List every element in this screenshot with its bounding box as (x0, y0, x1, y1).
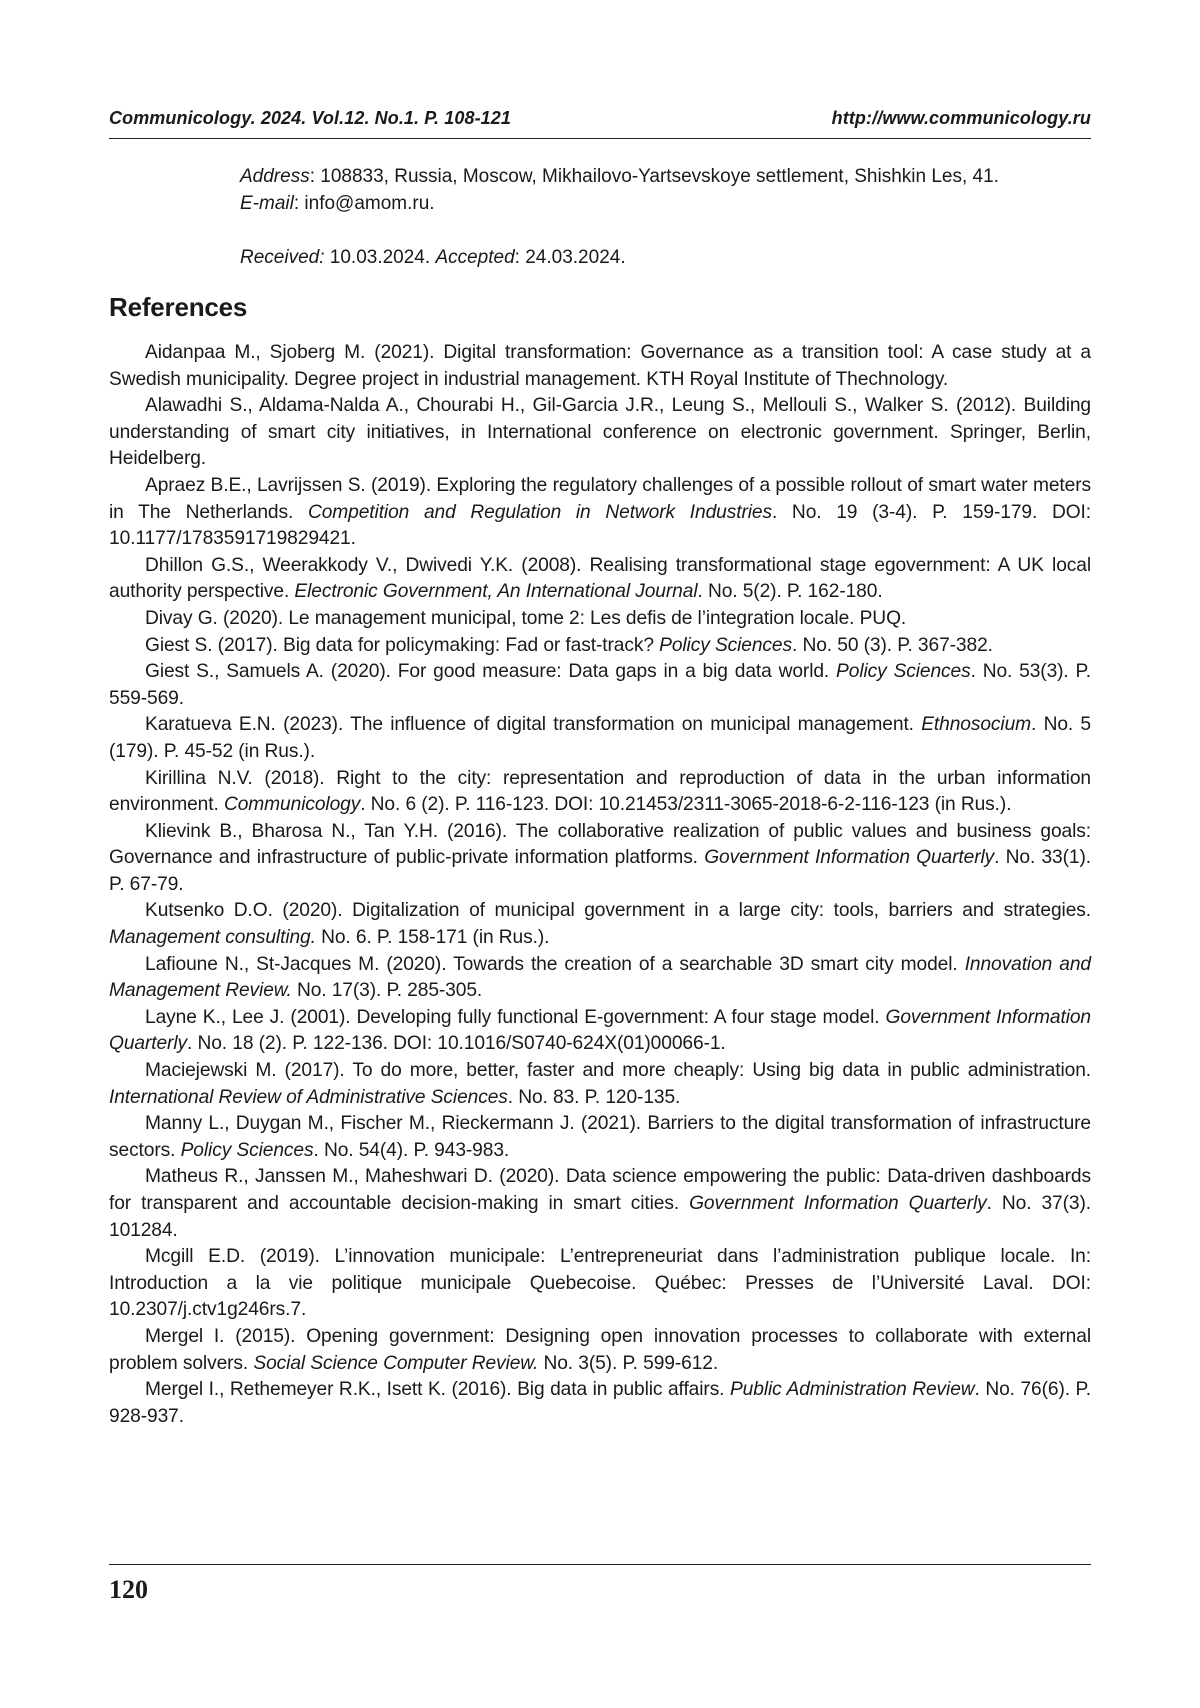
reference-entry (109, 1058, 1091, 1111)
reference-text: Mergel I., Rethemeyer R.K., Isett K. (2016). Big data in public affairs. (145, 1379, 730, 1401)
reference-text: Karatueva E.N. (2023). The influence of digital transformation on municipal management. (145, 714, 922, 736)
reference-source-title: Policy Sciences (180, 1139, 314, 1161)
reference-details: . No. 6 (2). P. 116-123. DOI: 10.21453/2311-3065-2018-6-2-116-123 (in Rus.). (360, 794, 1012, 816)
reference-entry (109, 766, 1091, 819)
reference-source-title: International Review of Administrative Sciences (109, 1086, 508, 1108)
reference-source-title: Innovation and Management Review. (109, 953, 1091, 1002)
reference-entry (109, 1111, 1091, 1164)
reference-entry (109, 553, 1091, 606)
section-title-references: References (109, 292, 248, 322)
reference-details: . No. 83. P. 120-135. (507, 1086, 681, 1108)
reference-text: Mergel I. (2015). Opening government: Designing open innovation processes to collaborate with external problem solvers. (109, 1325, 1091, 1374)
reference-text: Aidanpaa M., Sjoberg M. (2021). Digital transformation: Governance as a transition tool: A case study at a Swedish municipality. Degree project in industrial management. KTH Royal Institute of Thechnology. (109, 342, 1091, 390)
accepted-date: : 24.03.2024. (514, 247, 626, 268)
reference-entry (109, 473, 1091, 553)
reference-source-title: Government Information Quarterly (109, 1006, 1091, 1055)
journal-citation: Communicology. 2024. Vol.12. No.1. P. 108-121 (109, 108, 511, 128)
reference-text: Kutsenko D.O. (2020). Digitalization of municipal government in a large city: tools, barriers and strategies. (145, 900, 1091, 922)
reference-entry (109, 819, 1091, 899)
reference-entry (109, 1377, 1091, 1430)
footer-divider (109, 1564, 1091, 1565)
reference-entry (109, 606, 1091, 633)
reference-entry (109, 659, 1091, 712)
reference-source-title: Social Science Computer Review. (253, 1352, 539, 1374)
reference-source-title: Ethnosocium (921, 714, 1032, 736)
reference-source-title: Policy Sciences (659, 634, 792, 656)
address-value: : 108833, Russia, Moscow, Mikhailovo-Yartsevskoye settlement, Shishkin Les, 41. (309, 166, 999, 187)
running-header (109, 106, 1091, 139)
reference-text: Matheus R., Janssen M., Maheshwari D. (2020). Data science empowering the public: Data-driven dashboards for transparent and accountable decision-making in smart cities. (109, 1166, 1091, 1214)
reference-text: Maciejewski M. (2017). To do more, better, faster and more cheaply: Using big data in public administration. (145, 1060, 1091, 1082)
reference-entry (109, 1005, 1091, 1058)
email-line (240, 190, 1100, 217)
reference-list (109, 340, 1091, 1430)
reference-entry (109, 1164, 1091, 1244)
reference-text: Giest S. (2017). Big data for policymaking: Fad or fast-track? (145, 634, 660, 656)
received-label: Received: (240, 247, 325, 268)
reference-details: No. 6. P. 158-171 (in Rus.). (315, 927, 550, 949)
email-value[interactable]: : info@amom.ru. (293, 193, 435, 214)
reference-details: No. 3(5). P. 599-612. (538, 1352, 719, 1374)
reference-entry (109, 952, 1091, 1005)
reference-source-title: Policy Sciences (836, 661, 971, 683)
dates-line (240, 244, 1100, 271)
reference-entry (109, 340, 1091, 393)
reference-details: . No. 54(4). P. 943-983. (313, 1139, 510, 1161)
page-number: 120 (109, 1575, 148, 1604)
reference-text: Lafioune N., St-Jacques M. (2020). Towards the creation of a searchable 3D smart city model. (145, 953, 965, 975)
reference-entry (109, 1244, 1091, 1324)
reference-details: . No. 5 (179). P. 45-52 (in Rus.). (109, 714, 1091, 762)
reference-entry (109, 712, 1091, 765)
reference-details: . No. 76(6). P. 928-937. (109, 1379, 1091, 1427)
reference-entry (109, 633, 1091, 660)
reference-text: Alawadhi S., Aldama-Nalda A., Chourabi H., Gil-Garcia J.R., Leung S., Mellouli S., Walker S. (2012). Building understanding of smart city initiatives, in International conference on electronic government. Springer, Berlin, Heidelberg. (109, 395, 1091, 470)
reference-text: Mcgill E.D. (2019). L’innovation municipale: L’entrepreneuriat dans l’administration publique locale. In: Introduction a la vie politique municipale Quebecoise. Québec: Presses de l’Université Laval. DOI: 10.2307/j.ctv1g246rs.7. (109, 1246, 1091, 1321)
reference-text: Manny L., Duygan M., Fischer M., Rieckermann J. (2021). Barriers to the digital transformation of infrastructure sectors. (109, 1113, 1091, 1161)
reference-text: Apraez B.E., Lavrijssen S. (2019). Exploring the regulatory challenges of a possible rollout of smart water meters in The Netherlands. (109, 474, 1091, 523)
reference-source-title: Electronic Government, An International Journal (294, 581, 698, 603)
reference-details: . No. 5(2). P. 162-180. (697, 581, 883, 603)
email-label: E-mail (240, 193, 294, 214)
received-date: 10.03.2024. (324, 247, 436, 268)
reference-source-title: Communicology (223, 794, 361, 816)
reference-text: Divay G. (2020). Le management municipal, tome 2: Les defis de l’integration locale. PUQ. (145, 607, 907, 629)
reference-source-title: Government Information Quarterly (704, 847, 995, 869)
address-label: Address (240, 166, 310, 187)
reference-details: No. 17(3). P. 285-305. (291, 980, 483, 1002)
reference-details: . No. 37(3). 101284. (109, 1193, 1091, 1241)
reference-details: . No. 50 (3). P. 367-382. (792, 634, 993, 656)
reference-text: Kirillina N.V. (2018). Right to the city: representation and reproduction of data in the urban information environment. (109, 767, 1091, 816)
reference-details: . No. 53(3). P. 559-569. (109, 661, 1091, 709)
reference-source-title: Management consulting. (109, 927, 316, 949)
reference-source-title: Public Administration Review (729, 1379, 975, 1401)
reference-text: Dhillon G.S., Weerakkody V., Dwivedi Y.K. (2008). Realising transformational stage egovernment: A UK local authority perspective. (109, 554, 1091, 603)
spacer (240, 217, 1100, 244)
reference-source-title: Competition and Regulation in Network Industries (307, 501, 772, 523)
reference-entry (109, 1324, 1091, 1377)
address-block (240, 163, 1100, 271)
address-line (240, 163, 1100, 190)
reference-entry (109, 393, 1091, 473)
reference-text: Layne K., Lee J. (2001). Developing fully functional E-government: A four stage model. (145, 1006, 886, 1028)
reference-entry (109, 898, 1091, 951)
reference-details: . No. 33(1). P. 67-79. (109, 847, 1091, 895)
journal-url[interactable]: http://www.communicology.ru (831, 108, 1091, 128)
reference-details: . No. 18 (2). P. 122-136. DOI: 10.1016/S0740-624X(01)00066-1. (187, 1033, 726, 1055)
reference-source-title: Government Information Quarterly (689, 1193, 987, 1214)
accepted-label: Accepted (435, 247, 515, 268)
reference-details: . No. 19 (3-4). P. 159-179. DOI: 10.1177/1783591719829421. (109, 501, 1091, 550)
reference-text: Giest S., Samuels A. (2020). For good measure: Data gaps in a big data world. (145, 661, 837, 683)
reference-text: Klievink B., Bharosa N., Tan Y.H. (2016). The collaborative realization of public values and business goals: Governance and infrastructure of public-private information platforms. (109, 820, 1091, 869)
